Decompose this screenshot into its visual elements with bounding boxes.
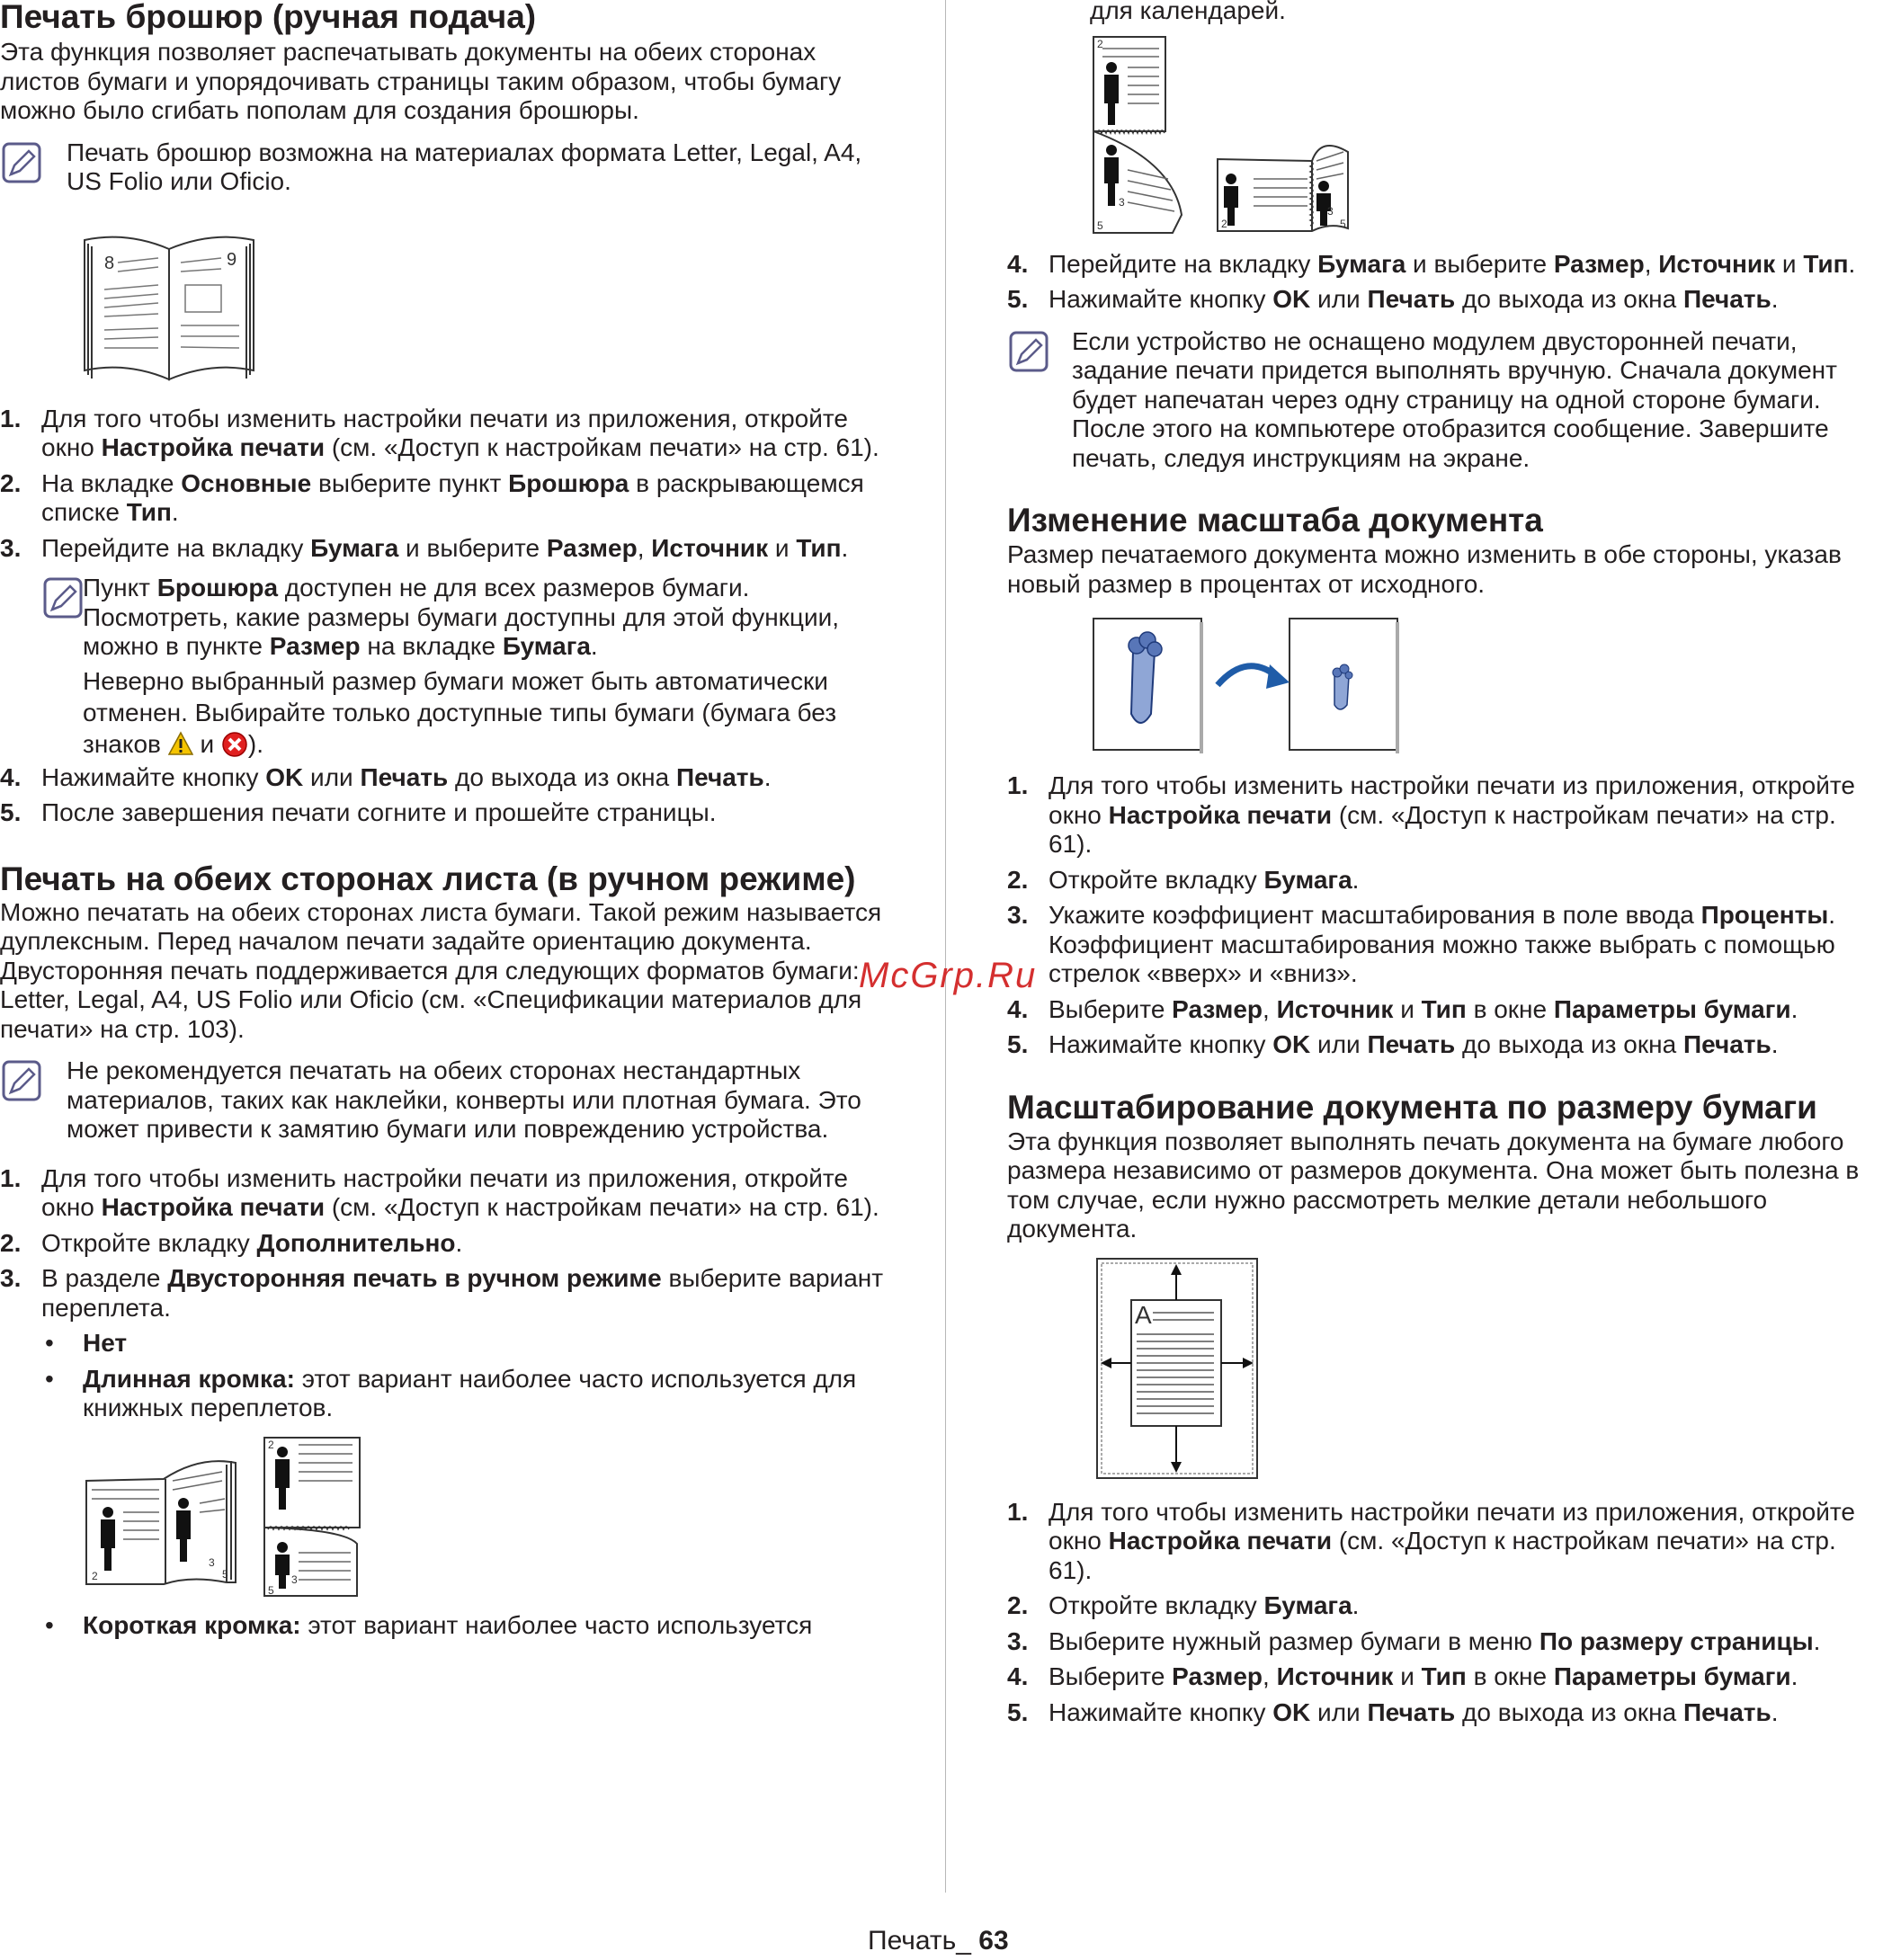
calendar-line: для календарей. <box>1090 0 1286 24</box>
scale-steps <box>1007 771 1879 1060</box>
footer-label: Печать_ <box>868 1926 979 1956</box>
short-edge-illustration <box>1092 35 1451 237</box>
illus-num-5c: 5 <box>1097 218 1103 232</box>
duplex-title: Печать на обеих сторонах листа (в ручном режиме) <box>0 860 856 897</box>
fit-steps <box>1007 1498 1879 1728</box>
list-item: 4. Перейдите на вкладку Бумага и выберите Размер, Источник и Тип. <box>1007 249 1856 278</box>
fit-letter: A <box>1135 1300 1152 1329</box>
illus-num-2c: 2 <box>1097 37 1103 50</box>
duplex-note <box>0 1056 899 1145</box>
list-item: 1. Для того чтобы изменить настройки печати из приложения, откройте окно Настройка печати (см. «Доступ к настройкам печати» на стр. 61). <box>1007 1497 1855 1584</box>
booklet-note <box>0 138 899 197</box>
note-pencil-icon <box>2 142 41 183</box>
page-number: 63 <box>978 1926 1009 1956</box>
list-item: • Нет <box>45 1329 128 1357</box>
illus-num-5a: 5 <box>222 1567 228 1581</box>
list-item: 2. На вкладке Основные выберите пункт Брошюра в раскрывающемся списке Тип. <box>0 468 864 526</box>
list-item: 4. Выберите Размер, Источник и Тип в окне Параметры бумаги. <box>1007 994 1798 1023</box>
column-divider <box>945 0 946 1893</box>
booklet-page-left: 8 <box>104 253 115 273</box>
note-pencil-icon <box>1009 331 1049 372</box>
list-item: • Длинная кромка: этот вариант наиболее часто используется для книжных переплетов. <box>45 1364 857 1421</box>
list-item: 5. Нажимайте кнопку OK или Печать до выхода из окна Печать. <box>1007 285 1779 313</box>
booklet-title: Печать брошюр (ручная подача) <box>0 0 537 35</box>
long-edge-illustration <box>83 1436 388 1602</box>
scale-title: Изменение масштаба документа <box>1007 502 1543 539</box>
illus-num-2b: 2 <box>268 1438 274 1451</box>
list-item: 4. Выберите Размер, Источник и Тип в окне Параметры бумаги. <box>1007 1662 1798 1690</box>
calendar-steps <box>1007 250 1879 315</box>
scale-illustration <box>1090 615 1414 759</box>
scale-intro: Размер печатаемого документа можно изменить в обе стороны, указав новый размер в процентах от исходного. <box>1007 540 1842 598</box>
list-item: 1. Для того чтобы изменить настройки печати из приложения, откройте окно Настройка печати (см. «Доступ к настройкам печати» на стр. 61). <box>1007 771 1855 858</box>
list-item: 1. Для того чтобы изменить настройки печати из приложения, откройте окно Настройка печати (см. «Доступ к настройкам печати» на стр. 61). <box>0 1163 879 1221</box>
binding-options-2 <box>41 1611 899 1641</box>
illus-num-3d: 3 <box>1327 204 1334 218</box>
duplex-note-text: Не рекомендуется печатать на обеих сторонах нестандартных материалов, таких как наклейки, конверты или плотная бумага. Это может привести к замятию бумаги или повреждению устройства. <box>67 1056 861 1143</box>
booklet-subnote <box>41 574 899 760</box>
list-item: 5. Нажимайте кнопку OK или Печать до выхода из окна Печать. <box>1007 1697 1779 1726</box>
note-pencil-icon <box>43 577 83 619</box>
page-footer <box>868 1926 1009 1956</box>
manual-duplex-note <box>1007 327 1879 474</box>
warning-icon <box>168 731 193 756</box>
illus-num-3b: 3 <box>291 1572 298 1586</box>
illus-num-5d: 5 <box>1340 217 1346 230</box>
watermark: McGrp.Ru <box>859 956 1038 995</box>
list-item: 2. Откройте вкладку Бумага. <box>1007 865 1360 894</box>
left-column <box>0 0 899 1640</box>
fit-intro: Эта функция позволяет выполнять печать документа на бумаге любого размера независимо от размеров документа. Она может быть полезна в том случае, если нужно рассмотреть мелкие детали небольшого документа. <box>1007 1127 1860 1243</box>
list-item: • Короткая кромка: этот вариант наиболее часто используется <box>45 1610 813 1639</box>
list-item: 3. Укажите коэффициент масштабирования в поле ввода Проценты. Коэффициент масштабирования можно также выбрать с помощью стрелок «вверх» и «вниз». <box>1007 901 1836 987</box>
fit-title: Масштабирование документа по размеру бумаги <box>1007 1088 1817 1126</box>
duplex-steps <box>0 1164 899 1323</box>
subnote-text-2: Неверно выбранный размер бумаги может быть автоматически отменен. Выбирайте только доступные типы бумаги (бумага без знаков и ). <box>83 666 837 758</box>
duplex-intro: Можно печатать на обеих сторонах листа бумаги. Такой режим называется дуплексным. Перед началом печати задайте ориентацию документа. Двусторонняя печать поддерживается для следующих форматов бумаги: Letter, Legal, A4, US Folio или Oficio (см. «Спецификации материалов для печати» на стр. 103). <box>0 897 882 1043</box>
booklet-illustration <box>77 213 257 388</box>
list-item: 1. Для того чтобы изменить настройки печати из приложения, откройте окно Настройка печати (см. «Доступ к настройкам печати» на стр. 61). <box>0 404 879 461</box>
manual-duplex-note-text: Если устройство не оснащено модулем двусторонней печати, задание печати придется выполнять вручную. Сначала документ будет напечатан через одну страницу на одной стороне бумаги. После этого на компьютере отобразится сообщение. Завершите печать, следуя инструкциям на экране. <box>1072 326 1837 472</box>
illus-num-2a: 2 <box>92 1569 98 1582</box>
list-item: 3. Перейдите на вкладку Бумага и выберите Размер, Источник и Тип. <box>0 533 849 562</box>
booklet-steps <box>0 405 899 564</box>
list-item: 3. Выберите нужный размер бумаги в меню По размеру страницы. <box>1007 1626 1821 1655</box>
error-x-icon <box>221 731 248 758</box>
list-item: 4. Нажимайте кнопку OK или Печать до выхода из окна Печать. <box>0 762 772 791</box>
right-column <box>1007 0 1879 1727</box>
illus-num-3a: 3 <box>209 1555 215 1569</box>
booklet-page-right: 9 <box>227 249 237 270</box>
fit-illustration <box>1095 1257 1266 1482</box>
note-pencil-icon <box>2 1060 41 1101</box>
booklet-intro: Эта функция позволяет распечатывать документы на обеих сторонах листов бумаги и упорядочивать страницы таким образом, чтобы бумагу можно было сгибать пополам для создания брошюры. <box>0 38 842 124</box>
binding-options <box>41 1329 899 1423</box>
illus-num-5b: 5 <box>268 1583 274 1597</box>
list-item: 5. Нажимайте кнопку OK или Печать до выхода из окна Печать. <box>1007 1030 1779 1058</box>
booklet-steps-2 <box>0 763 899 828</box>
illus-num-2d: 2 <box>1221 217 1227 230</box>
subnote-text-1: Пункт Брошюра доступен не для всех размеров бумаги. Посмотреть, какие размеры бумаги доступны для этой функции, можно в пункте Размер на вкладке Бумага. <box>83 574 840 660</box>
illus-num-3c: 3 <box>1119 195 1125 209</box>
booklet-note-text: Печать брошюр возможна на материалах формата Letter, Legal, A4, US Folio или Oficio. <box>67 138 862 195</box>
list-item: 5. После завершения печати согните и прошейте страницы. <box>0 798 717 826</box>
list-item: 2. Откройте вкладку Дополнительно. <box>0 1228 463 1257</box>
list-item: 2. Откройте вкладку Бумага. <box>1007 1591 1360 1619</box>
list-item: 3. В разделе Двусторонняя печать в ручном режиме выберите вариант переплета. <box>0 1264 884 1322</box>
